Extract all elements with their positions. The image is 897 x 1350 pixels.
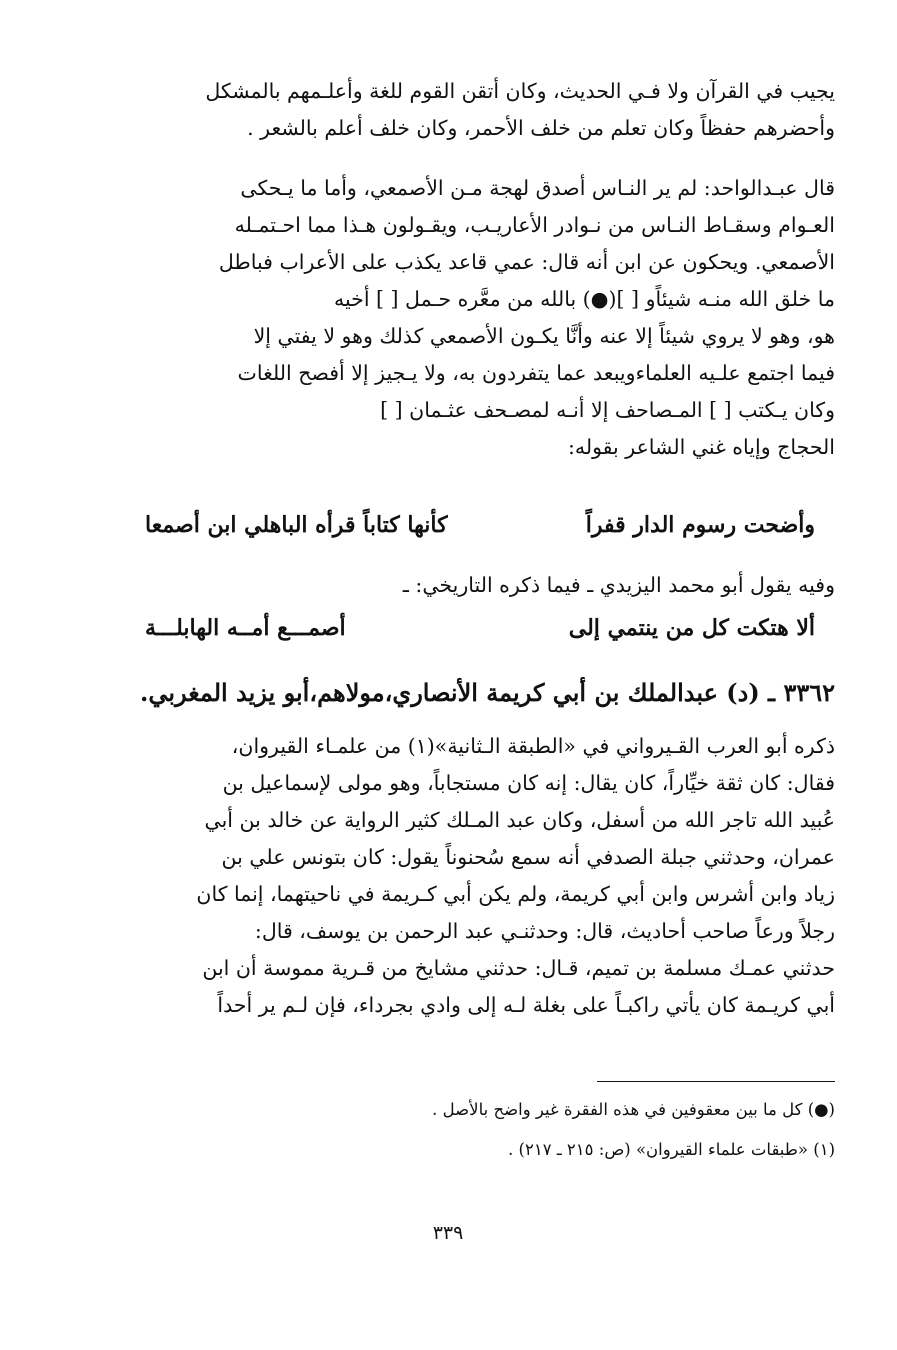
text-line: وأحضرهم حفظاً وكان تعلم من خلف الأحمر، وكان خلف أعلم بالشعر . (247, 116, 835, 140)
text-line: قال عبـدالواحد: لم ير النـاس أصدق لهجة مـن الأصمعي، وأما ما يـحكى (240, 176, 835, 200)
text-line: وفيه يقول أبو محمد اليزيدي ـ فيما ذكره التاريخي: ـ (402, 573, 835, 597)
verse-first-hemistich: ألا هتكت كل من ينتمي إلى (568, 615, 815, 641)
text-line: عمران، وحدثني جبلة الصدفي أنه سمع سُحنوناً يقول: كان بتونس علي بن (221, 845, 835, 869)
text-line: زياد وابن أشرس وابن أبي كريمة، ولم يكن أبي كـريمة في ناحيتهما، إنما كان (196, 882, 835, 906)
text-line: وكان يـكتب [ ] المـصاحف إلا أنـه لمصـحف عثـمان [ ] (380, 398, 835, 422)
text-line: ما خلق الله منـه شيئاًو [ ](●) بالله من معَّره حـمل [ ] أخيه (333, 287, 835, 311)
text-line: العـوام وسقـاط النـاس من نـوادر الأعاريـب، ويقـولون هـذا مما احـتمـله (234, 213, 835, 237)
text-line: يجيب في القرآن ولا فـي الحديث، وكان أتقن القوم للغة وأعلـمهم بالمشكل (205, 79, 835, 103)
paragraph-3 (125, 728, 835, 1024)
footnote-star: (●) كل ما بين معقوفين في هذه الفقرة غير واضح بالأصل . (432, 1100, 835, 1119)
text-line: فقال: كان ثقة خيِّاراً، كان يقال: إنه كان مستجاباً، وهو مولى لإسماعيل بن (222, 771, 835, 795)
verse-second-hemistich: كأنها كتاباً قرأه الباهلي ابن أصمعا (145, 512, 448, 538)
text-line: الأصمعي. ويحكون عن ابن أنه قال: عمي قاعد يكذب على الأعراب فباطل (218, 250, 835, 274)
poetry-verse-2 (145, 615, 815, 641)
text-line: ذكره أبو العرب القـيرواني في «الطبقة الـثانية»(١) من علمـاء القيروان، (231, 734, 835, 758)
text-line: عُبيد الله تاجر الله من أسفل، وكان عبد المـلك كثير الرواية عن خالد بن أبي (204, 808, 835, 832)
verse-second-hemistich: أصمـــع أمــه الهابلـــة (145, 615, 346, 641)
footnote-divider (597, 1081, 835, 1082)
paragraph-2 (125, 170, 835, 466)
poetry-verse-1 (145, 512, 815, 538)
entry-heading: ٣٣٦٢ ـ (د) عبدالملك بن أبي كريمة الأنصاري،مولاهم،أبو يزيد المغربي. (139, 678, 835, 707)
text-line: هو، وهو لا يروي شيئاً إلا عنه وأنَّا يكـون الأصمعي كذلك وهو لا يفتي إلا (253, 324, 835, 348)
page-number: ٣٣٩ (432, 1222, 464, 1244)
text-line: أبي كريـمة كان يأتي راكبـاً على بغلة لـه إلى وادي بجرداء، فإن لـم ير أحداً (217, 993, 835, 1017)
footnote-1: (١) «طبقات علماء القيروان» (ص: ٢١٥ ـ ٢١٧) . (508, 1140, 835, 1159)
text-line: رجلاً ورعاً صاحب أحاديث، قال: وحدثنـي عبد الرحمن بن يوسف، قال: (254, 919, 835, 943)
text-line: الحجاج وإياه غني الشاعر بقوله: (567, 435, 835, 459)
text-line: فيما اجتمع علـيه العلماءويبعد عما يتفردون به، ولا يـجيز إلا أفصح اللغات (237, 361, 835, 385)
verse-first-hemistich: وأضحت رسوم الدار قفراً (585, 512, 815, 538)
verse-introduction (125, 567, 835, 604)
text-line: حدثني عمـك مسلمة بن تميم، قـال: حدثني مشايخ من قـرية مموسة أن ابن (202, 956, 835, 980)
paragraph-1 (125, 73, 835, 147)
